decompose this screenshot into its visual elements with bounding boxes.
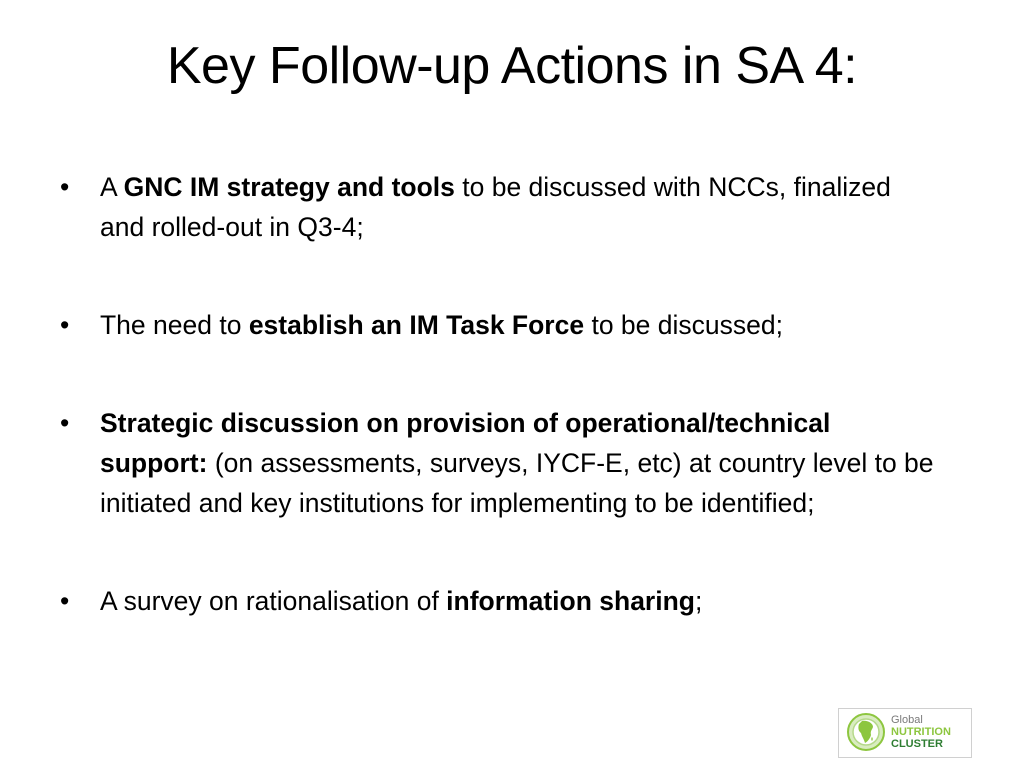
bullet-emphasis: establish an IM Task Force [248,310,585,340]
bullet-item [58,305,938,345]
logo-line-nutrition: NUTRITION [891,726,951,738]
bullet-text: (on assessments, surveys, IYCF-E, etc) at country level to be initiated and key institutions for implementing to be identified; [100,448,934,518]
bullet-marker: • [60,408,70,438]
bullet-text: The need to [100,310,249,340]
logo-line-global: Global [891,714,923,726]
logo-wordmark [891,714,951,750]
bullet-emphasis: GNC IM strategy and tools [123,172,455,202]
bullet-text: to be discussed; [584,310,783,340]
bullet-item [58,403,938,523]
bullet-emphasis: Strategic discussion on provision of operational/technical support: [100,408,831,478]
global-nutrition-cluster-logo [838,708,972,758]
globe-africa-icon [846,712,886,752]
bullet-marker: • [60,172,70,202]
bullet-item [58,581,938,621]
bullet-text: A [100,172,124,202]
bullet-emphasis: information sharing [446,586,695,616]
slide-title: Key Follow-up Actions in SA 4: [166,37,858,95]
bullet-text: A survey on rationalisation of [100,586,447,616]
bullet-list [58,167,938,621]
logo-line-cluster: CLUSTER [891,738,943,750]
bullet-text: to be discussed with NCCs, finalized and rolled-out in Q3-4; [100,172,891,242]
bullet-text: ; [695,586,703,616]
bullet-item [58,167,938,247]
bullet-marker: • [60,586,70,616]
bullet-marker: • [60,310,70,340]
